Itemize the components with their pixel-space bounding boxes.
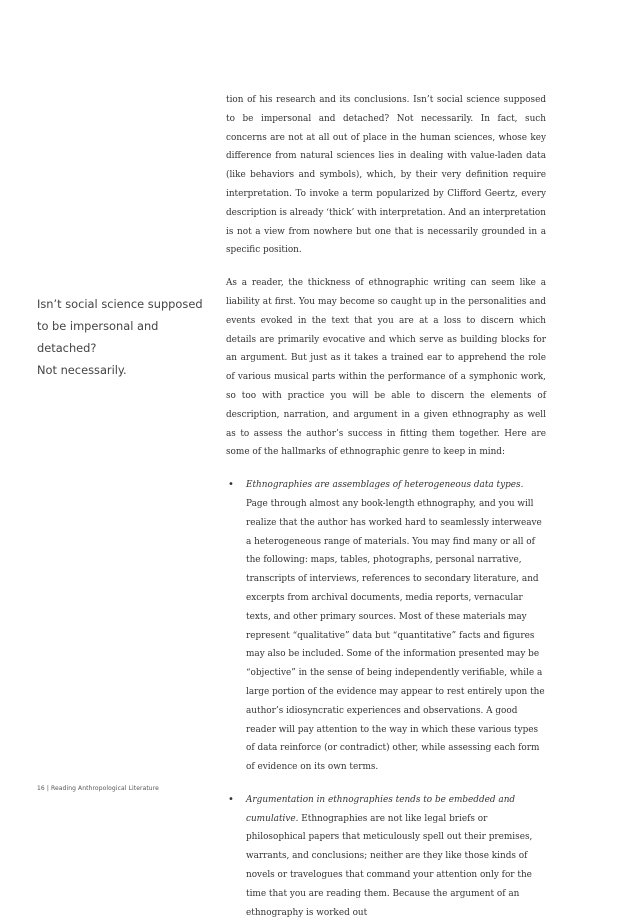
list-item-lead: Argumentation in ethnographies tends to be embedded and cumulative. — [246, 794, 516, 824]
pull-quote — [37, 293, 203, 381]
pull-quote-line: Not necessarily. — [37, 363, 127, 377]
pull-quote-line: to be impersonal and — [37, 319, 159, 333]
list-item-text: Page through almost any book-length ethnography, and you will realize that the author has worked hard to seamlessly interweave a heterogeneous range of materials. You may find many or all of the following: maps, tables, photographs, personal narrative, transcripts of interviews, references to secondary literature, and excerpts from archival documents, media reports, vernacular texts, and other primary sources. Most of these materials may represent “qualitative” data but “quantitative” facts and figures may also be included. Some of the information presented may be “objective” in the sense of being independently verifiable, while a large portion of the evidence may appear to rest entirely upon the author’s idiosyncratic experiences and observations. A good reader will pay attention to the way in which these various types of data reinforce (or contradict) other, while assessing each form of evidence on its own terms. — [246, 498, 545, 773]
hallmarks-list — [226, 476, 546, 922]
bullet-icon: • — [228, 479, 234, 491]
bullet-icon: • — [228, 793, 234, 805]
body-paragraph: tion of his research and its conclusions. Isn’t social science supposed to be impersonal and detached? Not necessarily. In fact, such concerns are not at all out of place in the human sciences, whose key difference from natural sciences lies in dealing with value-laden data (like behaviors and symbols), which, by their very definition require interpretation. To invoke a term popularized by Clifford Geertz, every description is already ‘thick’ with interpretation. And an interpretation is not a view from nowhere but one that is necessarily grounded in a specific position. — [226, 95, 546, 256]
list-item — [226, 791, 546, 922]
list-item — [226, 476, 546, 777]
list-item-lead: Ethnographies are assemblages of heterogeneous data types. — [246, 480, 524, 491]
pull-quote-line: Isn’t social science supposed — [37, 297, 203, 311]
body-paragraph: As a reader, the thickness of ethnographic writing can seem like a liability at first. You may become so caught up in the personalities and events evoked in the text that you are at a loss to discern which details are primarily evocative and which serve as building blocks for an argument. But just as it takes a trained ear to apprehend the role of various musical parts within the performance of a symphonic work, so too with practice you will be able to discern the elements of description, narration, and argument in a given ethnography as well as to assess the author’s success in fitting them together. Here are some of the hallmarks of ethnographic genre to keep in mind: — [226, 278, 546, 458]
list-item-text: Ethnographies are not like legal briefs or philosophical papers that meticulously spell out their premises, warrants, and conclusions; neither are they like those kinds of novels or travelogues that command your attention only for the time that you are reading them. Because the argument of an ethnography is worked out — [246, 813, 533, 918]
main-text-column — [226, 91, 546, 922]
page-footer: 16 | Reading Anthropological Literature — [37, 785, 159, 792]
pull-quote-line: detached? — [37, 341, 97, 355]
